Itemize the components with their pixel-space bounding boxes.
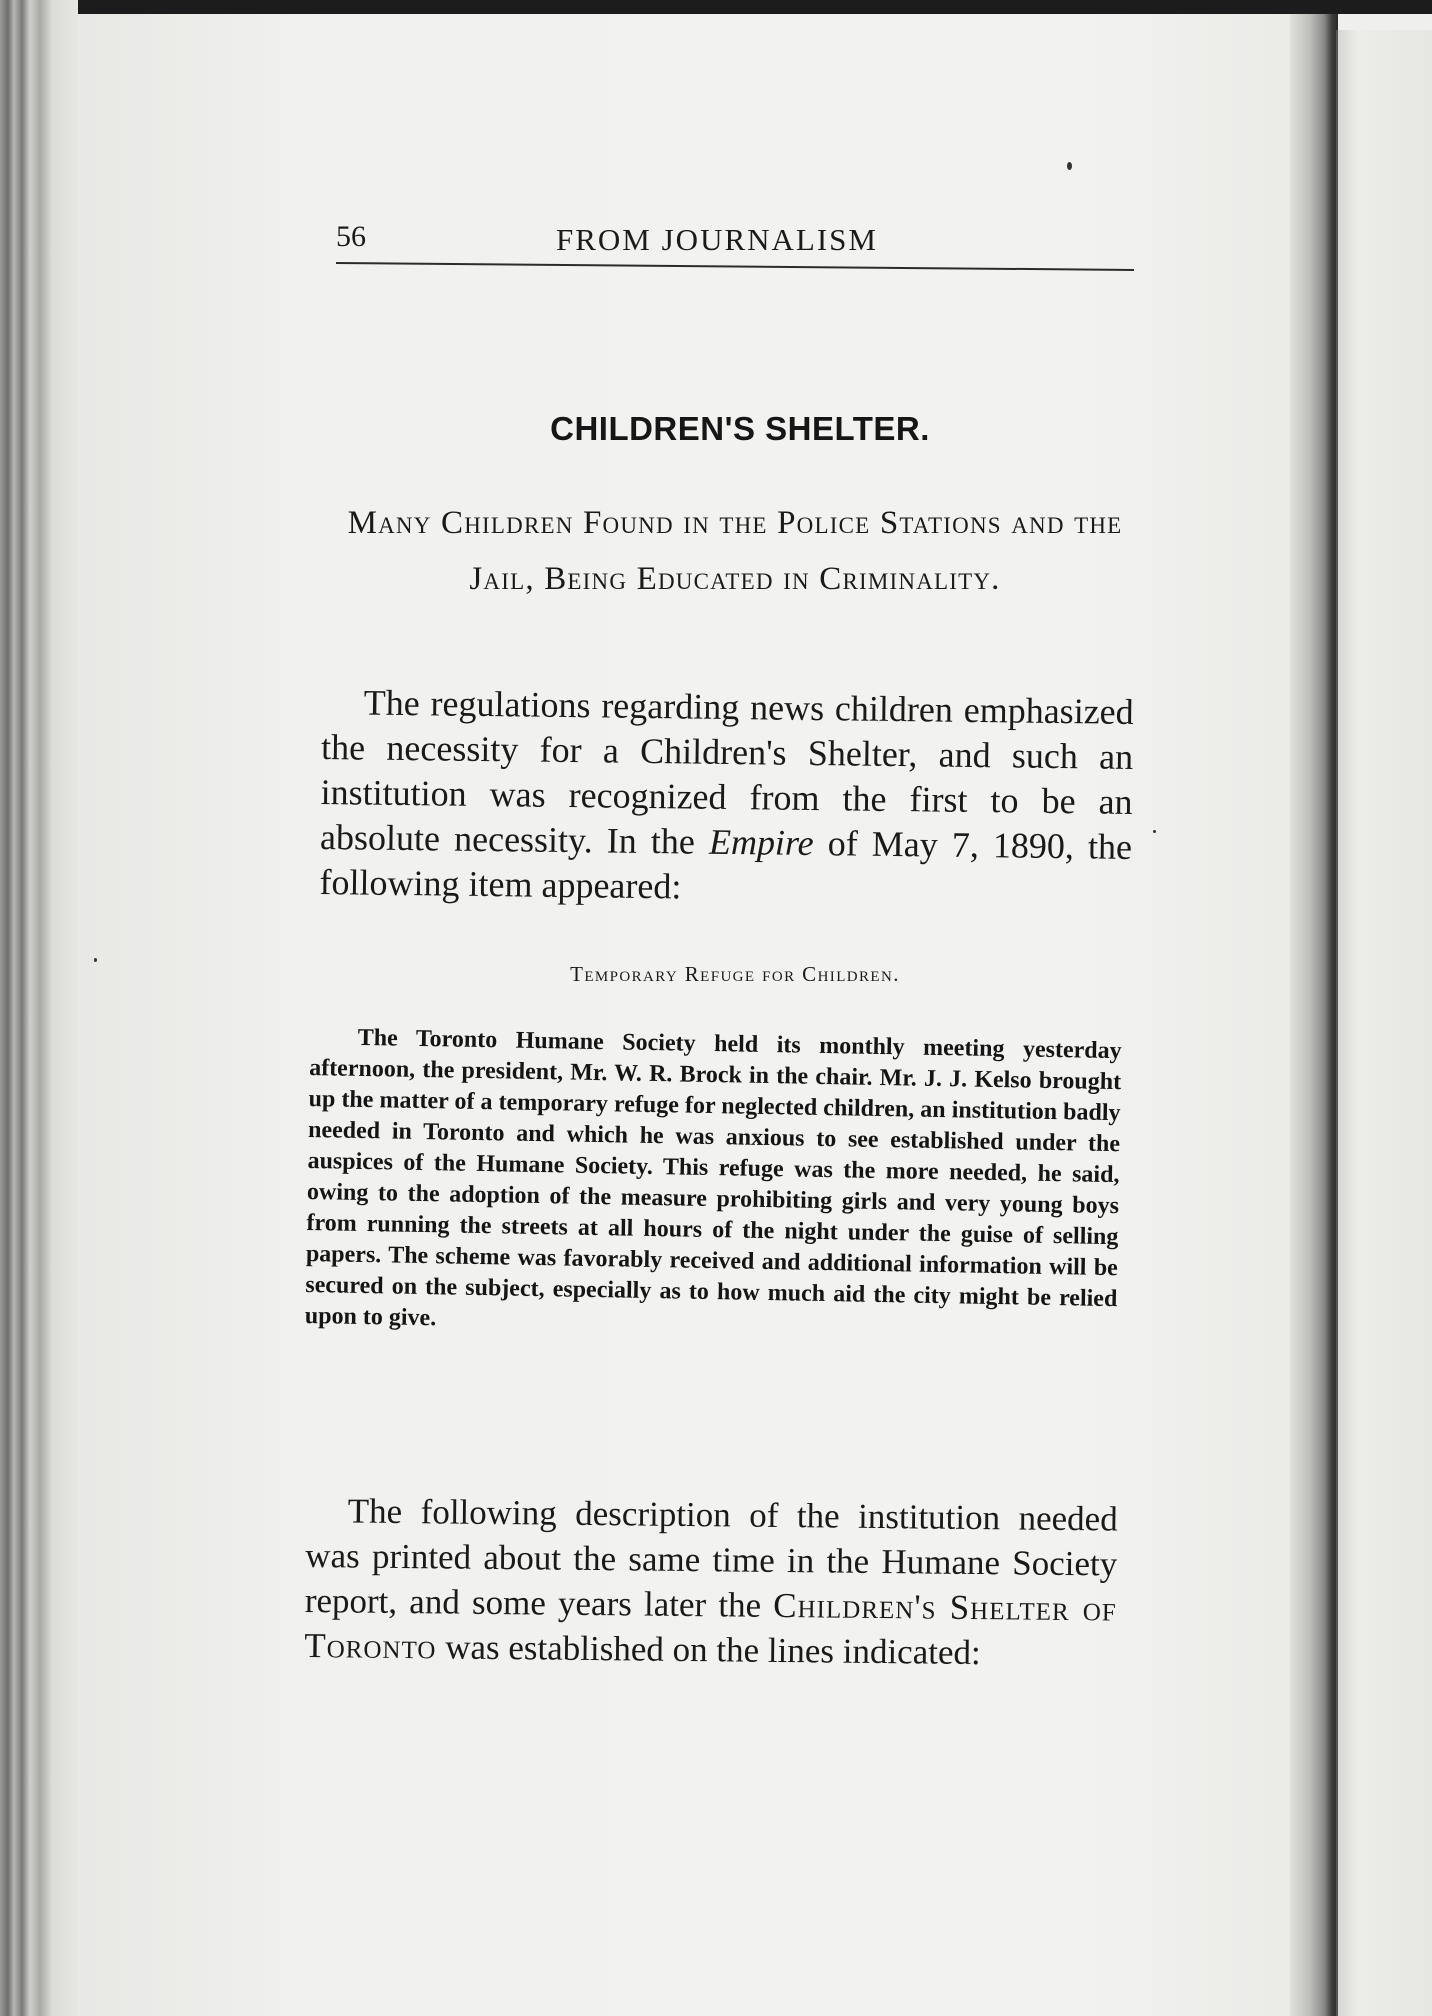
ink-speck — [94, 958, 97, 962]
page-paper — [78, 14, 1333, 2016]
article-title: CHILDREN'S SHELTER. — [550, 410, 930, 447]
quoted-news-item: The Toronto Humane Society held its monthly meeting yesterday afternoon, the president, Mr. W. R. Brock in the chair. Mr. J. J. Kelso brought up the matter of a temporary refuge for neglected children, an institution badly needed in Toronto and which he was anxious to see established under the auspices of the Humane Society. This refuge was the more needed, he said, owing to the adoption of the measure prohibiting girls and very young boys from running the streets at all hours of the night under the guise of selling papers. The scheme was favorably received and additional information will be secured on the subject, especially as to how much aid the city might be relied upon to give. — [304, 1024, 1122, 1332]
article-subtitle: Many Children Found in the Police Stations and the Jail, Being Educated in Criminality. — [347, 505, 1123, 597]
newspaper-name: Empire — [708, 821, 814, 864]
paragraph-2-text: The following description of the institution needed was printed about the same time in the Humane Society report, and some years later the — [304, 1491, 1118, 1625]
header-rule — [336, 262, 1134, 271]
paragraph-2-text-end: was established on the lines indicated: — [436, 1627, 981, 1673]
quote-heading: Temporary Refuge for Children. — [570, 962, 900, 986]
book-spine-edge — [0, 0, 78, 2016]
paragraph-1-text-end: of May 7, 1890, the following item appeared: — [319, 823, 1133, 907]
running-title: FROM JOURNALISM — [556, 222, 878, 257]
paragraph-2 — [304, 1488, 1118, 1676]
ink-speck — [1067, 162, 1072, 170]
page-gutter — [1290, 14, 1338, 2016]
page-number: 56 — [336, 220, 366, 253]
shelter-name: Children's Shelter of Toronto — [304, 1585, 1117, 1667]
facing-page — [1338, 30, 1432, 2016]
ink-speck — [1153, 830, 1156, 833]
running-head — [336, 214, 1136, 274]
paragraph-1 — [319, 680, 1134, 915]
scan-top-border — [0, 0, 1432, 14]
paragraph-1-text: The regulations regarding news children emphasized the necessity for a Children's Shelter, and such an institution was recognized from the first to be an absolute necessity. In the — [319, 682, 1134, 862]
